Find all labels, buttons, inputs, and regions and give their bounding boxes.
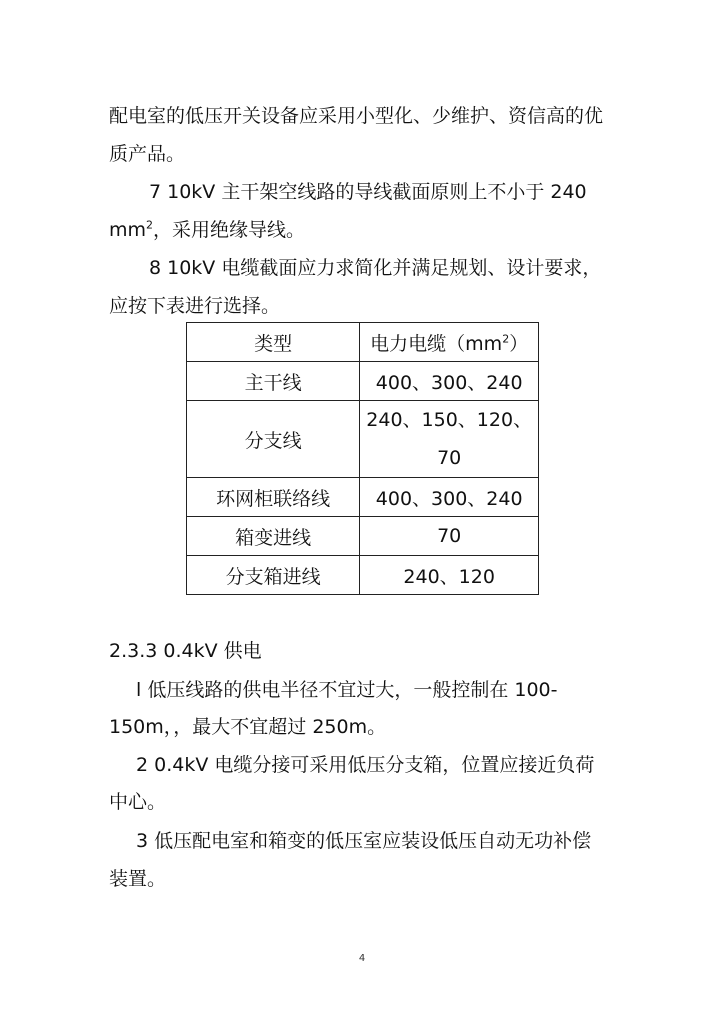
paragraph-line: 质产品。: [109, 143, 186, 165]
table-cell-type: 分支线: [187, 401, 360, 478]
table-cell-value: [360, 401, 539, 478]
table-row: [187, 478, 539, 517]
table-cell-value: 400、300、240: [360, 362, 539, 401]
paragraph-text: ，采用绝缘导线。: [153, 219, 306, 241]
table-cell-value: 70: [360, 517, 539, 556]
cable-section-table: [186, 322, 539, 595]
paragraph-line: [109, 218, 305, 242]
table-row: [187, 517, 539, 556]
header-text: 电力电缆（mm: [370, 332, 503, 355]
paragraph-line: 2 0.4kV 电缆分接可采用低压分支箱，位置应接近负荷: [136, 754, 595, 776]
table-row: [187, 362, 539, 401]
unit-text: mm: [109, 219, 147, 241]
paragraph-line: l 低压线路的供电半径不宜过大，一般控制在 100-: [136, 679, 558, 701]
table-cell-value: 400、300、240: [360, 478, 539, 517]
table-row: [187, 556, 539, 595]
paragraph-line: 配电室的低压开关设备应采用小型化、少维护、资信高的优: [109, 105, 604, 127]
section-heading: 2.3.3 0.4kV 供电: [109, 640, 262, 662]
table-cell-type: 分支箱进线: [187, 556, 360, 595]
table-cell-type: 环网柜联络线: [187, 478, 360, 517]
superscript: 2: [502, 332, 510, 346]
table-header-cable: [360, 323, 539, 362]
paragraph-line: 150m，，最大不宜超过 250m。: [109, 716, 387, 738]
table-cell-type: 主干线: [187, 362, 360, 401]
paragraph-line: 应按下表进行选择。: [109, 295, 281, 317]
table-cell-type: 箱变进线: [187, 517, 360, 556]
table-header-row: [187, 323, 539, 362]
superscript: 2: [146, 218, 154, 232]
wrapped-value: 240、150、120、70: [366, 409, 533, 469]
paragraph-line: 3 低压配电室和箱变的低压室应装设低压自动无功补偿: [136, 830, 592, 852]
paragraph-line: 7 10kV 主干架空线路的导线截面原则上不小于 240: [149, 181, 587, 203]
table-row: [187, 401, 539, 478]
table-header-type: 类型: [187, 323, 360, 362]
paragraph-line: 装置。: [109, 868, 167, 890]
page-number: 4: [358, 953, 366, 964]
table-cell-value: 240、120: [360, 556, 539, 595]
paragraph-line: 8 10kV 电缆截面应力求简化并满足规划、设计要求，: [149, 257, 602, 279]
header-text: ）: [509, 332, 529, 355]
paragraph-line: 中心。: [109, 791, 167, 813]
